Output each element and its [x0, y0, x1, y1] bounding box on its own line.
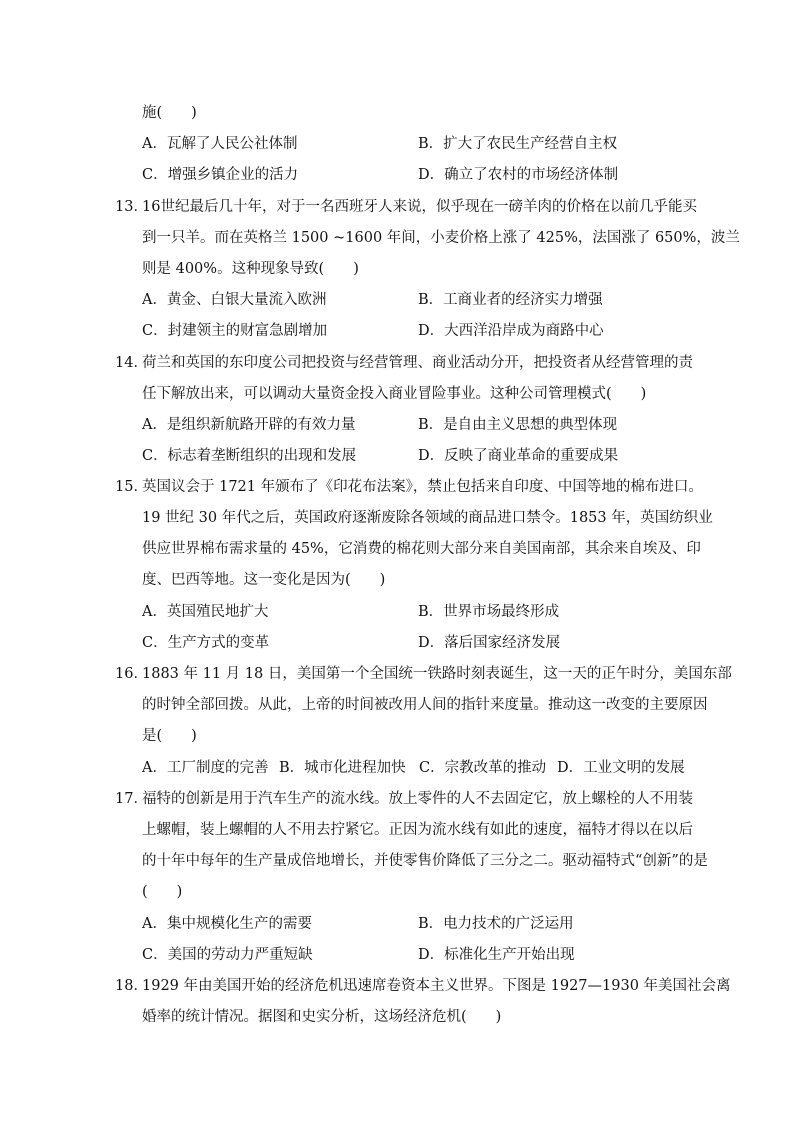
- question-16-line-3: 是( ): [142, 728, 197, 744]
- question-15-number: 15．: [115, 479, 148, 495]
- question-12-tail: 施( ): [142, 105, 197, 121]
- question-17-line-4: ( ): [142, 884, 183, 900]
- option-14-b: B．是自由主义思想的典型体现: [418, 417, 618, 433]
- question-17-line-2: 上螺帽，装上螺帽的人不用去拧紧它。正因为流水线有如此的速度，福特才得以在以后: [142, 822, 693, 838]
- question-15-line-1: 英国议会于 1721 年颁布了《印花布法案》，禁止包括来自印度、中国等地的棉布进口。: [142, 479, 703, 495]
- option-15-c: C．生产方式的变革: [142, 635, 270, 651]
- option-12-b: B．扩大了农民生产经营自主权: [418, 136, 618, 152]
- question-14-line-1: 荷兰和英国的东印度公司把投资与经营管理、商业活动分开，把投资者从经营管理的责: [142, 355, 693, 371]
- question-15-line-3: 供应世界棉布需求量的 45%，它消费的棉花则大部分来自美国南部，其余来自埃及、印: [142, 541, 701, 557]
- option-16-d: D．工业文明的发展: [557, 760, 685, 776]
- question-16-line-1: 1883 年 11 月 18 日，美国第一个全国统一铁路时刻表诞生，这一天的正午时分，美国东部: [142, 666, 732, 682]
- option-15-a: A．英国殖民地扩大: [142, 604, 269, 620]
- question-17-line-1: 福特的创新是用于汽车生产的流水线。放上零件的人不去固定它，放上螺栓的人不用装: [142, 791, 693, 807]
- question-13-line-1: 16世纪最后几十年，对于一名西班牙人来说，似乎现在一磅羊肉的价格在以前几乎能买: [142, 199, 697, 215]
- question-15-line-2: 19 世纪 30 年代之后，英国政府逐渐废除各领域的商品进口禁令。1853 年，英国纺织业: [142, 510, 713, 526]
- question-15-line-4: 度、巴西等地。这一变化是因为( ): [142, 572, 386, 588]
- question-18-line-2: 婚率的统计情况。据图和史实分析，这场经济危机( ): [142, 1009, 502, 1025]
- question-17-number: 17．: [115, 791, 148, 807]
- question-14-number: 14．: [115, 355, 148, 371]
- option-13-a: A．黄金、白银大量流入欧洲: [142, 292, 327, 308]
- option-15-d: D．落后国家经济发展: [418, 635, 561, 651]
- option-13-d: D．大西洋沿岸成为商路中心: [418, 323, 604, 339]
- option-16-a: A．工厂制度的完善: [142, 760, 269, 776]
- option-15-b: B．世界市场最终形成: [418, 604, 560, 620]
- option-14-a: A．是组织新航路开辟的有效力量: [142, 417, 356, 433]
- question-18-line-1: 1929 年由美国开始的经济危机迅速席卷资本主义世界。下图是 1927—1930 年美国社会离: [142, 978, 731, 994]
- option-13-b: B．工商业者的经济实力增强: [418, 292, 603, 308]
- option-12-c: C．增强乡镇企业的活力: [142, 167, 299, 183]
- option-17-d: D．标准化生产开始出现: [418, 947, 575, 963]
- question-16-line-2: 的时钟全部回拨。从此，上帝的时间被改用人间的指针来度量。推动这一改变的主要原因: [142, 697, 708, 713]
- option-16-b: B．城市化进程加快: [279, 760, 406, 776]
- option-16-c: C．宗教改革的推动: [419, 760, 547, 776]
- question-17-line-3: 的十年中每年的生产量成倍地增长，并使零售价降低了三分之二。驱动福特式“创新”的是: [142, 853, 708, 869]
- question-14-line-2: 任下解放出来，可以调动大量资金投入商业冒险事业。这种公司管理模式( ): [142, 386, 647, 402]
- option-17-c: C．美国的劳动力严重短缺: [142, 947, 313, 963]
- option-13-c: C．封建领主的财富急剧增加: [142, 323, 328, 339]
- option-17-a: A．集中规模化生产的需要: [142, 916, 312, 932]
- question-16-number: 16．: [115, 666, 148, 682]
- option-12-a: A．瓦解了人民公社体制: [142, 136, 298, 152]
- question-13-number: 13．: [115, 199, 148, 215]
- option-17-b: B．电力技术的广泛运用: [418, 916, 574, 932]
- option-12-d: D．确立了农村的市场经济体制: [418, 167, 619, 183]
- option-14-d: D．反映了商业革命的重要成果: [418, 448, 619, 464]
- question-13-line-2: 到一只羊。而在英格兰 1500 ~1600 年间，小麦价格上涨了 425%，法国涨了 650%，波兰: [142, 230, 740, 246]
- option-14-c: C．标志着垄断组织的出现和发展: [142, 448, 357, 464]
- question-13-line-3: 则是 400%。这种现象导致( ): [142, 261, 359, 277]
- question-18-number: 18．: [115, 978, 148, 994]
